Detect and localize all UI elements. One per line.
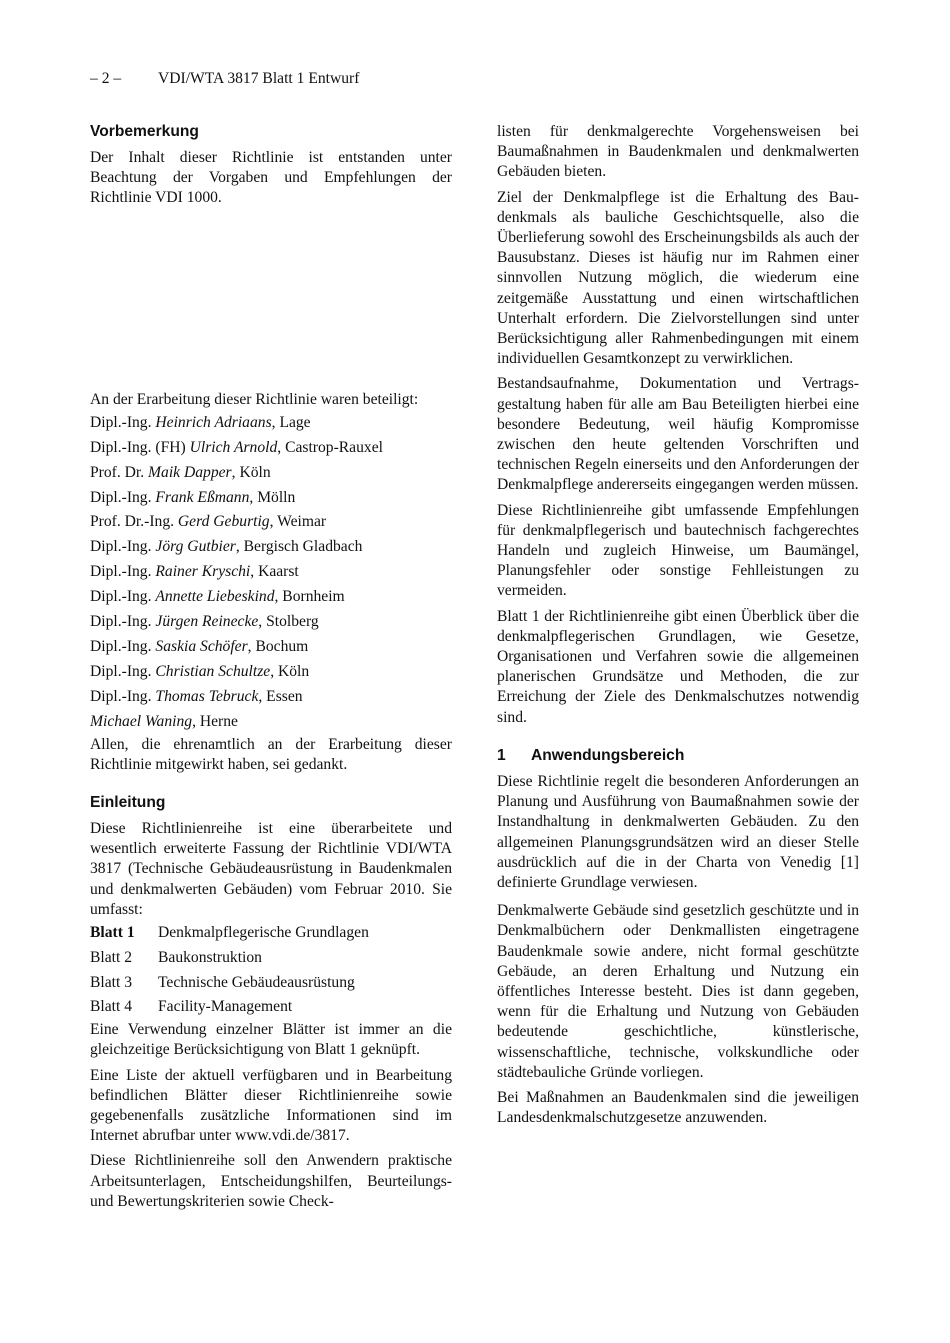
heading-einleitung: Einleitung (90, 794, 166, 811)
vorbemerkung-text: Der Inhalt dieser Richtlinie ist entstanden unter Beachtung der Vorgaben und Empfehlungen der Richtlinie VDI 1000. (90, 149, 452, 207)
parts-list (90, 921, 452, 1020)
contributor: Dipl.-Ing. Christian Schultze, Köln (90, 662, 310, 680)
contributor: Michael Waning, Herne (90, 712, 238, 730)
einleitung-text: Diese Richtlinienreihe ist eine überarbeitete und wesentlich erweiterte Fassung der Richtlinie VDI/WTA 3817 (Technische Gebäudeausrüstung in Baudenkmalen und denkmalwerten Gebäuden) vom Februar 2010. Sie umfasst: (90, 820, 452, 918)
protected-text: Denkmalwerte Gebäude sind gesetzlich geschützte und in Denkmalbüchern oder Denkmallisten eingetragene Baudenkmale sowie andere, nicht formal geschützte Gebäude, an deren Erhaltung und Nutzung ein öffentliches Interesse besteht. Dies ist dann gegeben, wenn für die Erhaltung und Nutzung von Gebäuden bedeutende geschichtliche, künstlerische, wissenschaftliche, technische, volkskundliche oder städtebauliche Gründe vorliegen. (497, 902, 859, 1081)
heading-vorbemerkung: Vorbemerkung (90, 123, 199, 140)
blank-space (90, 214, 452, 390)
usage-text: Eine Verwendung einzelner Blätter ist immer an die gleichzeitige Berücksichtigung von Blatt 1 geknüpft. (90, 1021, 452, 1059)
part-item: Blatt 1 Denkmalpflegerische Grundlagen (90, 924, 369, 942)
left-column (90, 122, 452, 1217)
contributor: Prof. Dr. Maik Dapper, Köln (90, 463, 271, 481)
contributor: Dipl.-Ing. Saskia Schöfer, Bochum (90, 637, 309, 655)
offer-text-end: listen für denkmalgerechte Vorgehensweisen bei Baumaßnahmen in Baudenkmalen und denkmalwerten Gebäuden bieten. (497, 123, 859, 181)
contributor: Dipl.-Ing. Rainer Kryschi, Kaarst (90, 563, 299, 581)
right-column (497, 122, 859, 1133)
survey-text: Bestandsaufnahme, Dokumentation und Vertragsgestaltung haben für alle am Bau Beteiligten hierbei eine besondere Bedeutung, weil häufig Kompromisse zwischen den heute geltenden Vorschriften und technischen Regeln einerseits und den Anforderungen der Denkmalpflege andererseits eingegangen werden müssen. (497, 375, 859, 494)
list-text: Eine Liste der aktuell verfügbaren und in Bearbeitung befindlichen Blätter dieser Richtlinienreihe sowie gegebenenfalls zusätzliche Informationen sind im Internet abrufbar unter www.vdi.de/3817. (90, 1066, 452, 1145)
thanks-text: Allen, die ehrenamtlich an der Erarbeitung dieser Richtlinie mitgewirkt haben, sei gedankt. (90, 735, 452, 773)
document-id: VDI/WTA 3817 Blatt 1 Entwurf (158, 70, 360, 87)
contributor: Dipl.-Ing. Heinrich Adriaans, Lage (90, 413, 311, 431)
part-item: Blatt 4 Facility-Management (90, 998, 293, 1016)
contributor: Prof. Dr.-Ing. Gerd Geburtig, Weimar (90, 513, 327, 531)
scope-text: Diese Richtlinie regelt die besonderen Anforderungen an Planung und Ausführung von Baumaßnahmen sowie der Instandhaltung in denkmalwerten Gebäuden. Zu den allgemeinen Planungsgrundsätzen wird an dieser Stelle ausdrücklich auf die in der Charta von Venedig [1] definierte Grundlage verwiesen. (497, 772, 859, 891)
contributor: Dipl.-Ing. Frank Eßmann, Mölln (90, 488, 296, 506)
series-text: Diese Richtlinienreihe gibt umfassende Empfehlungen für denkmalpflegerisch und bautechnisch fachgerechtes Handeln und zugleich Hinweise, um Baumängel, Planungsfehler oder sonstige Fehlleistungen zu vermeiden. (497, 501, 859, 600)
contributor: Dipl.-Ing. Jörg Gutbier, Bergisch Gladbach (90, 538, 363, 556)
contributor: Dipl.-Ing. Jürgen Reinecke, Stolberg (90, 613, 319, 631)
page-header (90, 70, 359, 88)
part-item: Blatt 2 Baukonstruktion (90, 948, 262, 966)
page-number: – 2 – (90, 70, 122, 87)
offer-text-start: Diese Richtlinienreihe soll den Anwendern praktische Arbeitsunterlagen, Entscheidungshilfen, Beurteilungs- und Bewertungskriterien sowie Check- (90, 1152, 452, 1210)
contributor: Dipl.-Ing. (FH) Ulrich Arnold, Castrop-Rauxel (90, 438, 383, 456)
contributors-list (90, 411, 452, 735)
part-item: Blatt 3 Technische Gebäudeausrüstung (90, 973, 355, 991)
heading-anwendungsbereich: 1 Anwendungsbereich (497, 746, 685, 764)
sheet1-text: Blatt 1 der Richtlinienreihe gibt einen Überblick über die denkmalpflegerischen Grundlagen, wie Gesetze, Organisationen und Verfahren sowie die allgemeinen planerischen Grundsätze und Methoden, die zur Erreichung der Ziele des Denkmalschutzes notwendig sind. (497, 607, 859, 726)
contributor: Dipl.-Ing. Annette Liebeskind, Bornheim (90, 588, 345, 606)
contributor: Dipl.-Ing. Thomas Tebruck, Essen (90, 687, 303, 705)
law-text: Bei Maßnahmen an Baudenkmalen sind die jeweiligen Landesdenkmalschutzgesetze anzuwenden. (497, 1088, 859, 1127)
contributors-intro: An der Erarbeitung dieser Richtlinie waren beteiligt: (90, 390, 419, 408)
goal-text: Ziel der Denkmalpflege ist die Erhaltung des Baudenkmals als bauliche Geschichtsquelle, also die Überlieferung sowohl des Erscheinungsbilds als auch der Bausubstanz. Dieses ist häufig nur im Rahmen einer sinnvollen Nutzung möglich, die wiederum eine zeitgemäße Ausstattung und einen wirtschaftlichen Unterhalt erfordern. Die Zielvorstellungen sind unter Berücksichtigung aller Rahmenbedingungen mit einem individuellen Gesamtkonzept zu verwirklichen. (497, 188, 859, 368)
